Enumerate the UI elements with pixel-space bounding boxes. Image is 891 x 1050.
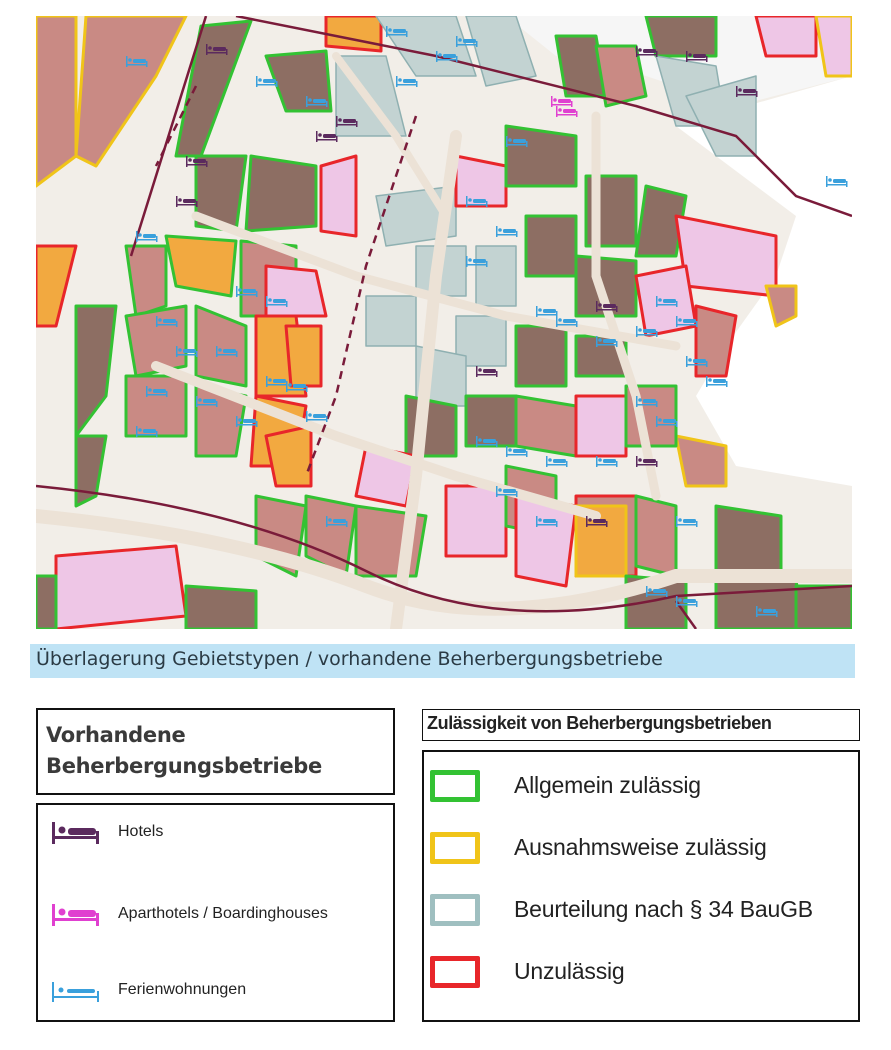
existing-legend-title-line2: Beherbergungsbetriebe xyxy=(46,754,322,778)
legend-label-aparthotels: Aparthotels / Boardinghouses xyxy=(118,905,328,922)
city-block xyxy=(456,156,506,206)
existing-legend xyxy=(36,803,395,1022)
city-block xyxy=(756,16,816,56)
holiday-flat-bed-icon xyxy=(50,977,102,1009)
city-block xyxy=(716,506,781,576)
aparthotel-bed-icon xyxy=(50,901,102,933)
city-block xyxy=(56,546,186,629)
legend-label-hotels: Hotels xyxy=(118,823,164,840)
city-block xyxy=(266,266,326,316)
map-caption: Überlagerung Gebietstypen / vorhandene Beherbergungsbetriebe xyxy=(36,648,663,670)
city-block xyxy=(576,396,626,456)
permissibility-legend xyxy=(422,750,860,1022)
city-block xyxy=(36,576,56,629)
city-block xyxy=(716,576,806,629)
red-swatch xyxy=(430,956,480,988)
map-canvas[interactable] xyxy=(36,16,852,629)
city-block xyxy=(326,16,381,51)
city-block xyxy=(286,326,321,386)
caption-bar xyxy=(30,644,855,678)
existing-legend-title-line1: Vorhandene xyxy=(46,723,186,747)
city-block xyxy=(646,16,716,56)
yellow-swatch xyxy=(430,832,480,864)
map-area[interactable] xyxy=(36,16,852,629)
legend-label-exceptionally-permissible: Ausnahmsweise zulässig xyxy=(514,834,767,860)
city-block xyxy=(516,396,576,456)
city-block xyxy=(321,156,356,236)
permissibility-legend-title-box xyxy=(422,709,860,741)
city-block xyxy=(186,586,256,629)
existing-legend-title xyxy=(46,720,322,782)
city-block xyxy=(126,376,186,436)
city-block xyxy=(636,496,676,576)
city-block xyxy=(166,236,236,296)
legend-label-impermissible: Unzulässig xyxy=(514,958,625,984)
legend-label-generally-permissible: Allgemein zulässig xyxy=(514,772,701,798)
legend-label-assessment-34-baugb: Beurteilung nach § 34 BauGB xyxy=(514,896,813,922)
hotel-bed-icon xyxy=(50,819,102,851)
city-block xyxy=(796,586,852,629)
city-block xyxy=(246,156,316,231)
city-block xyxy=(526,216,576,276)
city-block xyxy=(266,426,311,486)
city-block xyxy=(466,396,516,446)
city-block xyxy=(516,326,566,386)
city-block xyxy=(476,246,516,306)
city-block xyxy=(366,296,416,346)
green-swatch xyxy=(430,770,480,802)
existing-legend-title-box xyxy=(36,708,395,795)
grey-swatch xyxy=(430,894,480,926)
legend-label-holiday-flats: Ferienwohnungen xyxy=(118,981,247,998)
city-block xyxy=(676,436,726,486)
city-block xyxy=(506,126,576,186)
city-block xyxy=(36,16,76,186)
permissibility-legend-title: Zulässigkeit von Beherbergungsbetrieben xyxy=(427,713,772,733)
